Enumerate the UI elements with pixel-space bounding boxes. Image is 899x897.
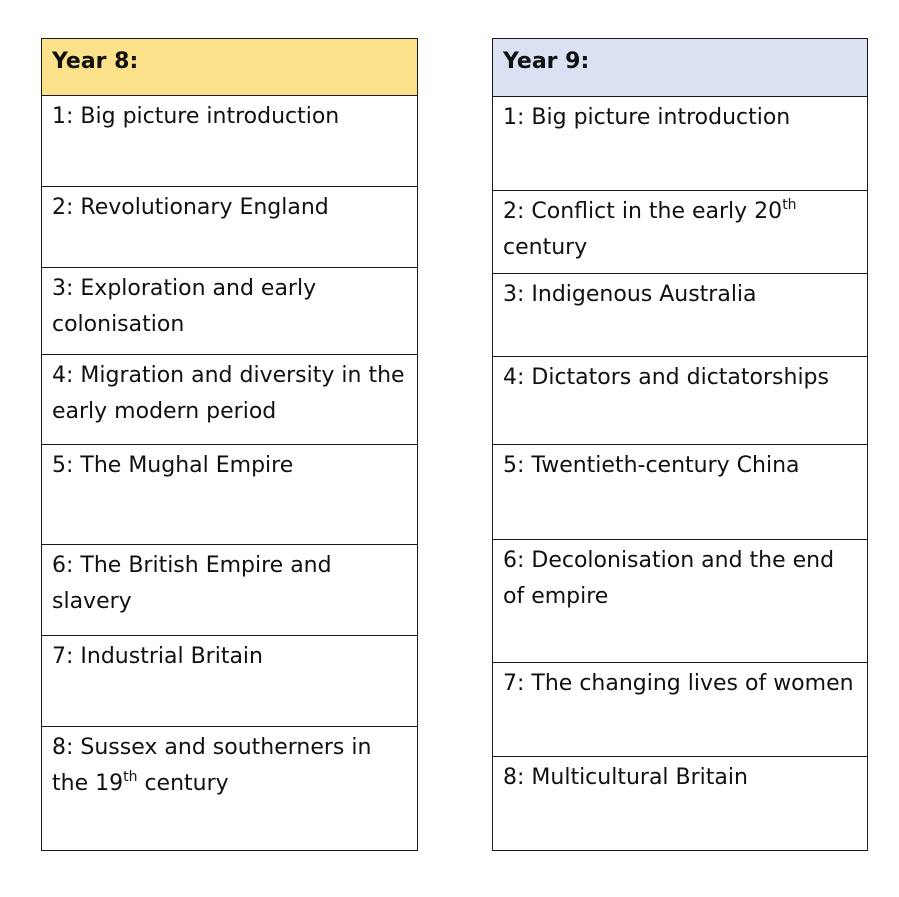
year-8-unit-4: 4: Migration and diversity in the early modern period (42, 355, 417, 445)
year-9-unit-6: 6: Decolonisation and the end of empire (493, 540, 867, 663)
year-8-heading: Year 8: (42, 39, 417, 96)
year-9-unit-2-text: 2: Conflict in the early 20 (503, 199, 783, 224)
ordinal-suffix: th (782, 197, 797, 213)
year-8-table (41, 38, 418, 851)
year-9-unit-7: 7: The changing lives of women (493, 663, 867, 757)
year-9-table (492, 38, 868, 851)
year-9-unit-2-text-end: century (503, 235, 588, 260)
year-8-unit-2: 2: Revolutionary England (42, 187, 417, 268)
year-8-unit-8-text-end: century (137, 771, 229, 796)
year-8-unit-5: 5: The Mughal Empire (42, 445, 417, 545)
year-9-unit-3: 3: Indigenous Australia (493, 274, 867, 357)
year-9-unit-4: 4: Dictators and dictatorships (493, 357, 867, 445)
year-8-unit-7: 7: Industrial Britain (42, 636, 417, 727)
year-8-unit-1: 1: Big picture introduction (42, 96, 417, 187)
year-9-heading: Year 9: (493, 39, 867, 97)
ordinal-suffix: th (123, 769, 138, 785)
year-8-unit-8-text: 8: Sussex and southerners in the 19 (52, 735, 372, 796)
year-9-unit-8: 8: Multicultural Britain (503, 765, 748, 790)
year-8-unit-8 (42, 727, 417, 850)
year-9-unit-2 (493, 191, 867, 274)
year-9-unit-5: 5: Twentieth-century China (493, 445, 867, 540)
year-8-unit-6: 6: The British Empire and slavery (42, 545, 417, 636)
year-8-unit-3: 3: Exploration and early colonisation (42, 268, 417, 355)
year-9-unit-1: 1: Big picture introduction (493, 97, 867, 191)
